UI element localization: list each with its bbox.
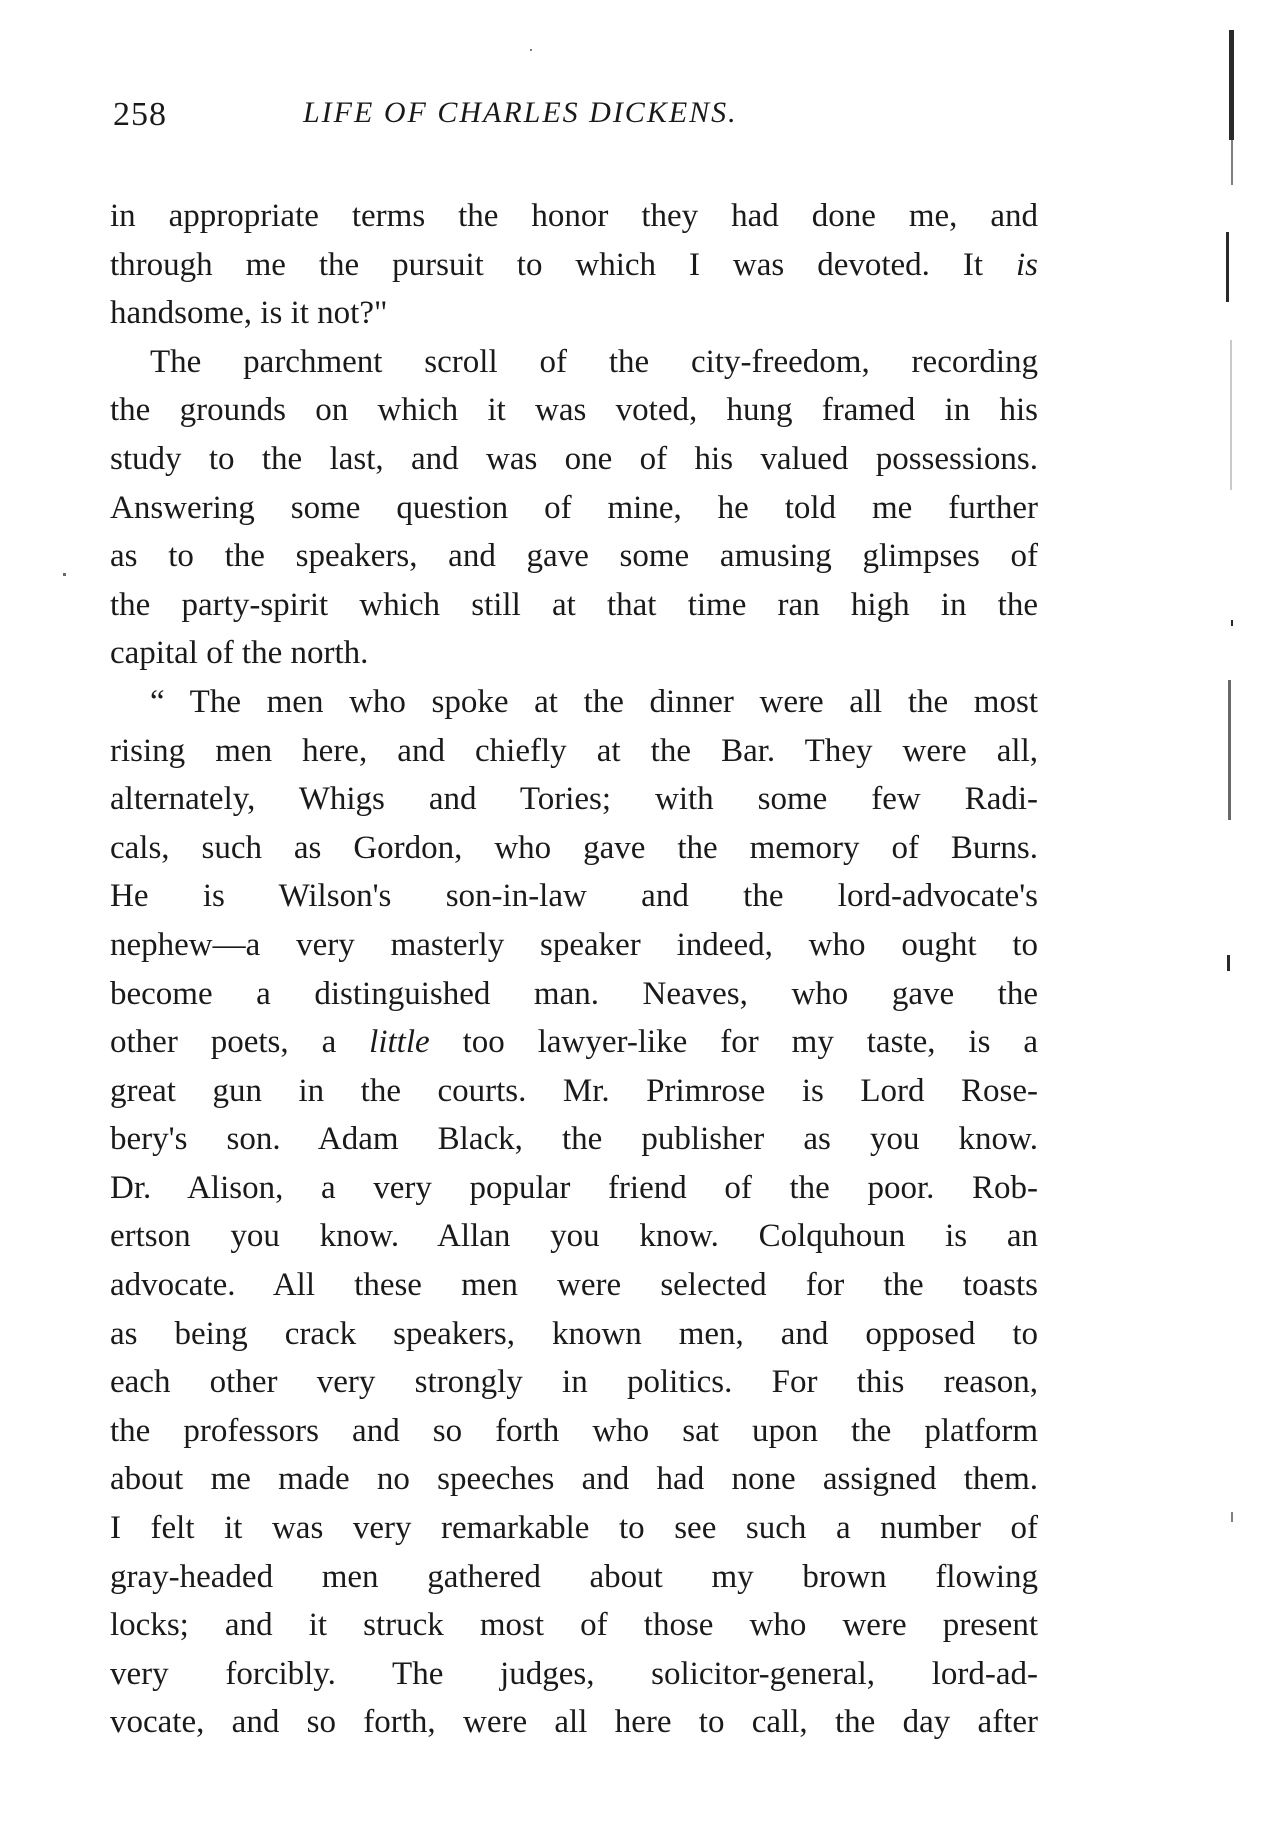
text-line: advocate. All these men were selected for the toasts xyxy=(110,1267,1038,1304)
text-line: the grounds on which it was voted, hung framed in his xyxy=(110,392,1038,429)
text-line: become a distinguished man. Neaves, who gave the xyxy=(110,975,1038,1012)
paragraph-start-line: The parchment scroll of the city-freedom, recording xyxy=(150,343,1038,380)
italic-word: is xyxy=(1015,246,1038,283)
text-line: vocate, and so forth, were all here to call, the day after xyxy=(110,1704,1038,1741)
text-line: in appropriate terms the honor they had done me, and xyxy=(110,198,1038,234)
scan-edge-mark xyxy=(1230,340,1232,490)
text-line: bery's son. Adam Black, the publisher as you know. xyxy=(110,1121,1038,1158)
text-line: the professors and so forth who sat upon the platform xyxy=(110,1412,1038,1449)
body-text xyxy=(110,192,1038,1747)
scan-edge-mark xyxy=(1229,30,1234,140)
text-line: the party-spirit which still at that time ran high in the xyxy=(110,586,1038,623)
italic-word: little xyxy=(369,1024,430,1061)
text-line: about me made no speeches and had none assigned them. xyxy=(110,1461,1038,1498)
scan-edge-mark xyxy=(1227,955,1230,971)
page-number: 258 xyxy=(113,96,167,133)
text-line: great gun in the courts. Mr. Primrose is Lord Rose- xyxy=(110,1072,1038,1109)
text-line-segment: too lawyer-like for my taste, is a xyxy=(429,1024,1039,1061)
text-line: as to the speakers, and gave some amusing glimpses of xyxy=(110,538,1038,575)
text-line: gray-headed men gathered about my brown flowing xyxy=(110,1558,1038,1595)
text-line: cals, such as Gordon, who gave the memory of Burns. xyxy=(110,829,1038,866)
scan-edge-mark xyxy=(1231,140,1233,185)
scan-speck xyxy=(63,573,66,576)
paragraph-start-line: “ The men who spoke at the dinner were all the most xyxy=(150,683,1038,720)
text-line: Answering some question of mine, he told me further xyxy=(110,489,1038,526)
text-line xyxy=(110,241,1038,290)
text-line-segment: other poets, a xyxy=(110,1024,370,1061)
text-line: capital of the north. xyxy=(110,635,369,672)
text-line: locks; and it struck most of those who were present xyxy=(110,1607,1038,1644)
text-line: each other very strongly in politics. For this reason, xyxy=(110,1364,1038,1401)
text-line: very forcibly. The judges, solicitor-general, lord-ad- xyxy=(110,1655,1038,1692)
text-line-segment: through me the pursuit to which I was devoted. It xyxy=(110,246,1016,283)
running-title: LIFE OF CHARLES DICKENS. xyxy=(303,96,738,129)
scan-speck xyxy=(530,49,532,51)
text-line: rising men here, and chiefly at the Bar. They were all, xyxy=(110,732,1038,769)
text-line: handsome, is it not?" xyxy=(110,295,388,332)
scan-edge-mark xyxy=(1226,232,1229,302)
scan-edge-mark xyxy=(1228,680,1231,820)
scan-edge-mark xyxy=(1231,1512,1233,1522)
text-line: nephew—a very masterly speaker indeed, who ought to xyxy=(110,926,1038,963)
text-line: ertson you know. Allan you know. Colquhoun is an xyxy=(110,1218,1038,1255)
text-line: as being crack speakers, known men, and opposed to xyxy=(110,1315,1038,1352)
text-line: alternately, Whigs and Tories; with some few Radi- xyxy=(110,781,1038,818)
text-line: He is Wilson's son-in-law and the lord-advocate's xyxy=(110,878,1038,915)
text-line: Dr. Alison, a very popular friend of the poor. Rob- xyxy=(110,1169,1038,1206)
page-header xyxy=(113,96,1043,146)
text-line: study to the last, and was one of his valued possessions. xyxy=(110,440,1038,477)
text-line xyxy=(110,1018,1038,1067)
scan-edge-mark xyxy=(1231,620,1233,626)
text-line: I felt it was very remarkable to see such a number of xyxy=(110,1510,1038,1547)
